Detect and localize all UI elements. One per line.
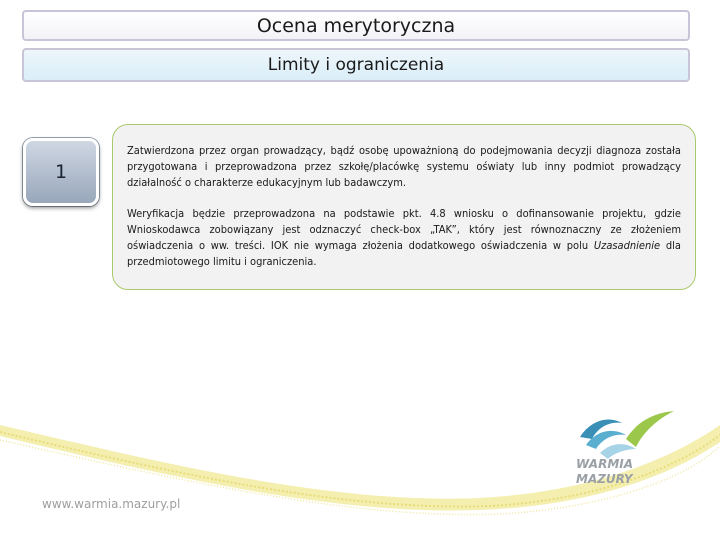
criterion-paragraph-1: Zatwierdzona przez organ prowadzący, bądź osobę upoważnioną do podejmowania decyzji diagnoza została przygotowana i przeprowadzona przez szkołę/placówkę systemu oświaty lub inny podmiot prowadzący działalność o charakterze edukacyjnym lub badawczym.: [127, 144, 681, 189]
paragraph-2-italic-term: Uzasadnienie: [593, 239, 661, 252]
logo-text-warmia: WARMIA: [576, 457, 634, 471]
warmia-mazury-logo: [570, 395, 680, 490]
paragraph-2-text: Weryfikacja będzie przeprowadzona na podstawie pkt. 4.8 wniosku o dofinansowanie projektu, gdzie Wnioskodawca zobowiązany jest odznaczyć check-box „TAK”, który jest równoznaczny ze złożeniem oświadczenia o ww. treści. IOK nie wymaga złożenia dodatkowego oświadczenia w polu: [127, 207, 681, 252]
criterion-text-box: [112, 124, 696, 290]
section-subtitle: [22, 48, 690, 82]
website-url: www.warmia.mazury.pl: [42, 497, 181, 511]
item-number: 1: [54, 161, 68, 183]
item-number-badge: [23, 138, 99, 206]
paragraph-2-ending: dla przedmiotowego limitu i ograniczenia.: [127, 239, 681, 268]
page-title-text: Ocena merytoryczna: [256, 14, 456, 37]
page-title: [22, 10, 690, 41]
criterion-paragraph-2: [127, 206, 681, 270]
logo-text-mazury: MAZURY: [576, 472, 633, 486]
section-subtitle-text: Limity i ograniczenia: [267, 55, 445, 75]
